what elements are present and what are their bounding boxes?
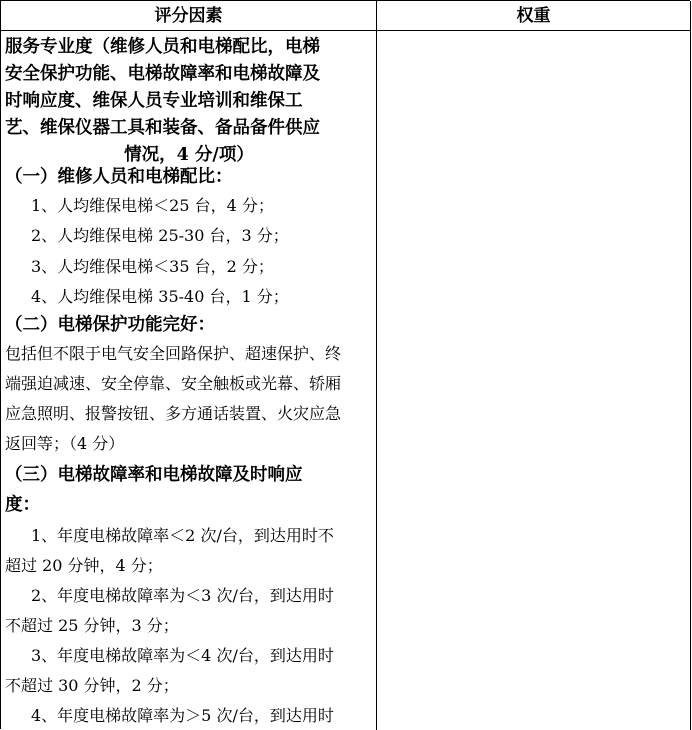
section-3-item: 1、年度电梯故障率＜2 次/台，到达用时不 [31, 526, 334, 545]
section-3-item: 3、年度电梯故障率为＜4 次/台，到达用时 [31, 646, 334, 665]
title-line: 服务专业度（维修人员和电梯配比，电梯 [5, 37, 320, 57]
header-scoring-factor: 评分因素 [1, 1, 377, 31]
section-2-line: 端强迫减速、安全停靠、安全触板或光幕、轿厢 [5, 374, 342, 393]
title-line: 安全保护功能、电梯故障率和电梯故障及 [5, 64, 320, 84]
section-1-item: 3、人均维保电梯＜35 台，2 分； [31, 257, 274, 276]
section-2-title: （二）电梯保护功能完好： [5, 315, 215, 335]
section-1-title: （一）维修人员和电梯配比： [5, 167, 233, 187]
weight-cell [377, 31, 691, 730]
scoring-factor-cell [1, 31, 377, 730]
section-3-item: 不超过 30 分钟，2 分； [5, 676, 179, 695]
section-3-title: 度： [5, 495, 40, 515]
section-1-item: 4、人均维保电梯 35-40 台，1 分； [31, 287, 289, 306]
section-2-line: 返回等；（4 分） [5, 434, 125, 453]
section-2-line: 包括但不限于电气安全回路保护、超速保护、终 [5, 344, 342, 363]
header-weight: 权重 [377, 1, 691, 31]
section-1-item: 2、人均维保电梯 25-30 台，3 分； [31, 226, 289, 245]
section-3-item: 4、年度电梯故障率为＞5 次/台，到达用时 [31, 706, 334, 725]
section-3-title: （三）电梯故障率和电梯故障及时响应 [5, 465, 303, 485]
title-line: 时响应度、维保人员专业培训和维保工 [5, 91, 303, 111]
title-line: 情况，4 分/项） [124, 145, 254, 165]
section-1-item: 1、人均维保电梯＜25 台，4 分； [31, 196, 274, 215]
title-line: 艺、维保仪器工具和装备、备品备件供应 [5, 118, 320, 138]
section-2-line: 应急照明、报警按钮、多方通话装置、火灾应急 [5, 404, 342, 423]
section-3-item: 超过 20 分钟，4 分； [5, 556, 163, 575]
section-3-item: 不超过 25 分钟，3 分； [5, 616, 179, 635]
section-3-item: 2、年度电梯故障率为＜3 次/台，到达用时 [31, 586, 334, 605]
